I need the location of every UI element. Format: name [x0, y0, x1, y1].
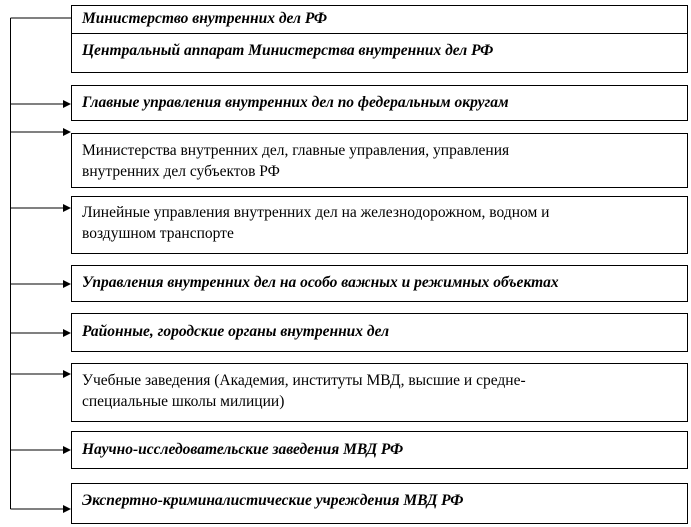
- box-central-apparatus: [71, 33, 688, 73]
- box-regional-ministries-line2: внутренних дел субъектов РФ: [82, 163, 280, 180]
- box-educational: [71, 363, 688, 422]
- box-regional-ministries-line1: Министерства внутренних дел, главные управления, управления: [82, 142, 510, 159]
- box-transport-units-line1: Линейные управления внутренних дел на железнодорожном, водном и: [82, 204, 550, 221]
- box-transport-units-line2: воздушном транспорте: [82, 225, 234, 242]
- box-ministry-label: Министерство внутренних дел РФ: [82, 10, 328, 27]
- box-forensic-label: Экспертно-криминалистические учреждения МВД РФ: [82, 492, 464, 509]
- box-special-objects-label: Управления внутренних дел на особо важных и режимных объектах: [82, 274, 559, 291]
- box-research-label: Научно-исследовательские заведения МВД РФ: [82, 441, 404, 458]
- box-federal-districts-label: Главные управления внутренних дел по федеральным округам: [82, 94, 509, 111]
- box-forensic: [71, 483, 688, 524]
- box-transport-units: [71, 196, 688, 254]
- box-district-city-label: Районные, городские органы внутренних дел: [82, 323, 390, 340]
- box-research: [71, 431, 688, 469]
- box-regional-ministries: [71, 133, 688, 188]
- box-central-apparatus-label: Центральный аппарат Министерства внутренних дел РФ: [82, 42, 494, 59]
- box-special-objects: [71, 265, 688, 302]
- box-educational-line1: Учебные заведения (Академия, институты МВД, высшие и средне-: [82, 372, 526, 389]
- box-ministry: [71, 5, 688, 33]
- box-educational-line2: специальные школы милиции): [82, 393, 285, 410]
- box-district-city: [71, 313, 688, 352]
- box-federal-districts: [71, 85, 688, 121]
